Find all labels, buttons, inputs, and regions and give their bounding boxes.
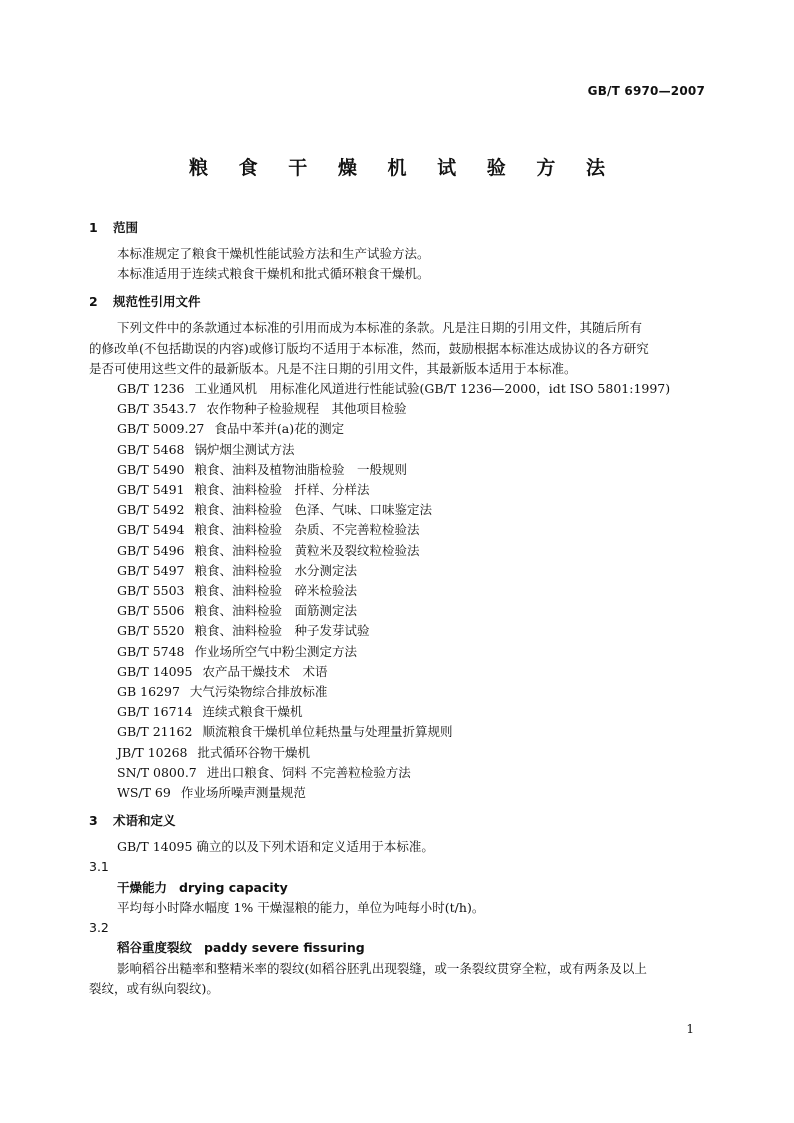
document-body	[89, 218, 707, 999]
reference-code: SN/T 0800.7	[117, 764, 197, 780]
reference-code: GB 16297	[117, 684, 180, 700]
refs-intro-line-1: 下列文件中的条款通过本标准的引用而成为本标准的条款。凡是注日期的引用文件，其随后所有	[117, 320, 643, 336]
reference-title: 农作物种子检验规程 其他项目检验	[206, 401, 407, 417]
term-name	[89, 938, 707, 958]
reference-code: GB/T 5468	[117, 441, 185, 457]
term-name-cn: 干燥能力	[117, 879, 168, 895]
reference-title: 粮食、油料检验 色泽、气味、口味鉴定法	[194, 502, 433, 518]
reference-item	[89, 783, 707, 803]
reference-title: 粮食、油料及植物油脂检验 一般规则	[194, 461, 408, 477]
reference-item	[89, 460, 707, 480]
document-title: 粮 食 干 燥 机 试 验 方 法	[189, 157, 617, 179]
reference-code: GB/T 5490	[117, 461, 185, 477]
reference-code: GB/T 16714	[117, 704, 193, 720]
reference-title: 粮食、油料检验 黄粒米及裂纹粒检验法	[194, 542, 420, 558]
reference-code: GB/T 5506	[117, 603, 185, 619]
section-heading-terms	[89, 811, 707, 831]
term-name	[89, 878, 707, 898]
reference-title: 进出口粮食、饲料 不完善粒检验方法	[206, 764, 411, 780]
reference-code: GB/T 1236	[117, 381, 185, 397]
term-definition-line-1: 影响稻谷出糙率和整精米率的裂纹(如稻谷胚乳出现裂缝，或一条裂纹贯穿全粒，或有两条及以上	[117, 960, 647, 976]
reference-list	[89, 379, 707, 803]
reference-title: 粮食、油料检验 水分测定法	[194, 562, 358, 578]
reference-item	[89, 662, 707, 682]
reference-title: 连续式粮食干燥机	[202, 704, 303, 720]
reference-code: GB/T 14095	[117, 663, 193, 679]
page-number: 1	[686, 1022, 694, 1036]
reference-code: JB/T 10268	[117, 744, 188, 760]
reference-code: GB/T 5503	[117, 583, 185, 599]
reference-item	[89, 743, 707, 763]
reference-title: 粮食、油料检验 扦样、分样法	[194, 482, 370, 498]
reference-item	[89, 480, 707, 500]
refs-intro-line-3: 是否可使用这些文件的最新版本。凡是不注日期的引用文件，其最新版本适用于本标准。	[89, 360, 577, 376]
section-title: 范围	[113, 220, 139, 235]
reference-title: 作业场所噪声测量规范	[180, 785, 306, 801]
reference-item	[89, 763, 707, 783]
reference-code: GB/T 5009.27	[117, 421, 205, 437]
term-definition-line-2: 裂纹，或有纵向裂纹)。	[89, 980, 219, 996]
reference-title: 批式循环谷物干燥机	[197, 744, 310, 760]
reference-code: WS/T 69	[117, 785, 171, 801]
reference-code: GB/T 5748	[117, 643, 185, 659]
term-name-en: paddy severe fissuring	[204, 940, 365, 956]
section-title: 规范性引用文件	[113, 294, 201, 310]
reference-item	[89, 379, 707, 399]
section-number: 2	[89, 294, 98, 310]
term-number: 3.2	[89, 920, 109, 936]
reference-title: 作业场所空气中粉尘测定方法	[194, 643, 358, 659]
reference-title: 农产品干燥技术 术语	[202, 663, 328, 679]
reference-title: 食品中苯并(a)花的测定	[214, 421, 345, 437]
reference-code: GB/T 3543.7	[117, 401, 197, 417]
reference-title: 锅炉烟尘测试方法	[194, 441, 295, 457]
section-heading-scope	[89, 218, 707, 238]
reference-title: 粮食、油料检验 面筋测定法	[194, 603, 358, 619]
section-title: 术语和定义	[113, 813, 176, 829]
reference-item	[89, 440, 707, 460]
reference-item	[89, 722, 707, 742]
reference-item	[89, 399, 707, 419]
reference-code: GB/T 21162	[117, 724, 193, 740]
reference-item	[89, 541, 707, 561]
reference-item	[89, 581, 707, 601]
reference-title: 粮食、油料检验 杂质、不完善粒检验法	[194, 522, 420, 538]
section-number: 3	[89, 813, 98, 829]
reference-code: GB/T 5494	[117, 522, 185, 538]
reference-item	[89, 642, 707, 662]
terms-intro: GB/T 14095 确立的以及下列术语和定义适用于本标准。	[117, 839, 434, 855]
term-definition: 平均每小时降水幅度 1% 干燥湿粮的能力，单位为吨每小时(t/h)。	[117, 899, 485, 915]
reference-item	[89, 520, 707, 540]
reference-code: GB/T 5497	[117, 562, 185, 578]
term-name-cn: 稻谷重度裂纹	[117, 940, 193, 956]
reference-code: GB/T 5496	[117, 542, 185, 558]
reference-code: GB/T 5491	[117, 482, 185, 498]
reference-item	[89, 682, 707, 702]
section-number: 1	[89, 220, 98, 235]
term-number: 3.1	[89, 859, 109, 875]
standard-code: GB/T 6970—2007	[587, 84, 705, 98]
scope-line-2: 本标准适用于连续式粮食干燥机和批式循环粮食干燥机。	[117, 266, 430, 282]
refs-intro-line-2: 的修改单(不包括勘误的内容)或修订版均不适用于本标准，然而，鼓励根据本标准达成协议的各方研究	[89, 340, 649, 356]
reference-item	[89, 419, 707, 439]
scope-line-1: 本标准规定了粮食干燥机性能试验方法和生产试验方法。	[117, 246, 430, 261]
reference-item	[89, 561, 707, 581]
reference-title: 粮食、油料检验 碎米检验法	[194, 583, 358, 599]
reference-title: 工业通风机 用标准化风道进行性能试验(GB/T 1236—2000，idt ISO 5801:1997)	[194, 381, 671, 397]
reference-code: GB/T 5492	[117, 502, 185, 518]
reference-title: 顺流粮食干燥机单位耗热量与处理量折算规则	[202, 724, 453, 740]
reference-title: 大气污染物综合排放标准	[189, 684, 328, 700]
term-name-en: drying capacity	[179, 879, 288, 895]
reference-code: GB/T 5520	[117, 623, 185, 639]
reference-title: 粮食、油料检验 种子发芽试验	[194, 623, 370, 639]
reference-item	[89, 621, 707, 641]
reference-item	[89, 500, 707, 520]
section-heading-refs	[89, 292, 707, 312]
reference-item	[89, 702, 707, 722]
reference-item	[89, 601, 707, 621]
